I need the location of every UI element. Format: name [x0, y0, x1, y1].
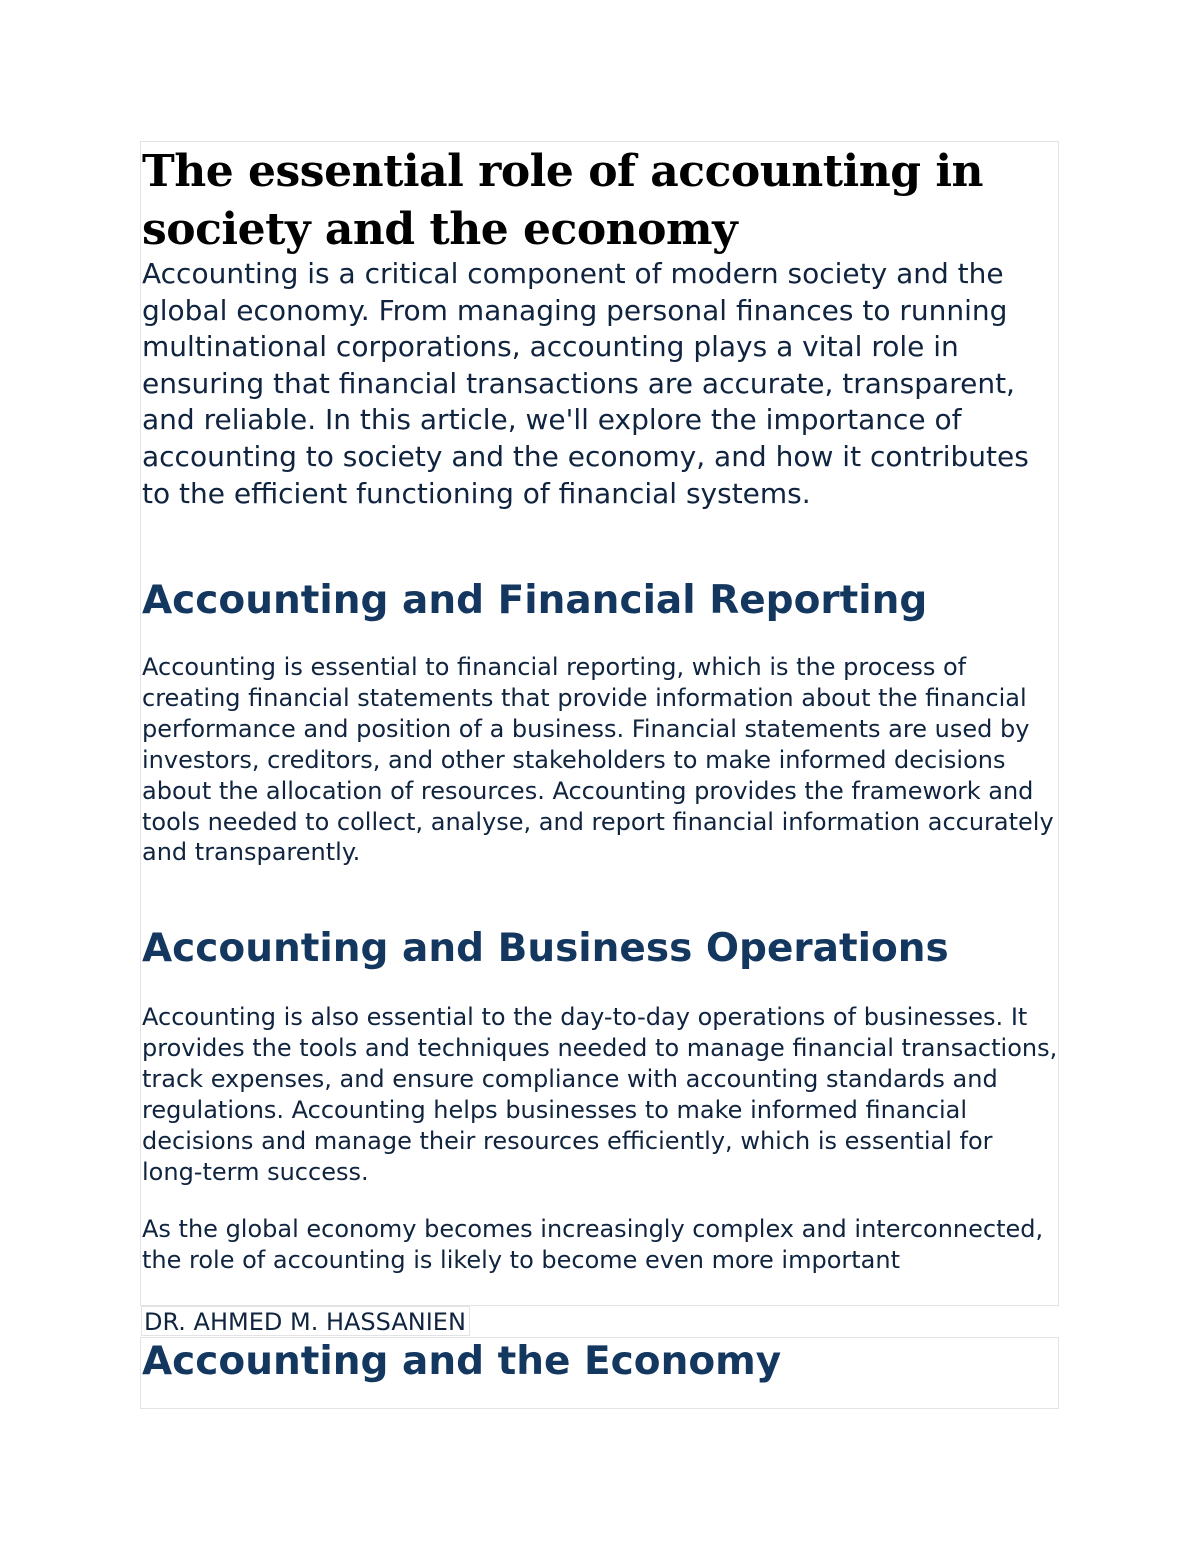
section-heading-business-operations: Accounting and Business Operations [142, 926, 949, 971]
intro-paragraph: Accounting is a critical component of modern society and the global economy. From managing personal finances to running multinational corporations, accounting plays a vital role in ensuring that financial transactions are accurate, transparent, and reliable. In this article, we'll explore the importance of accounting to society and the economy, and how it contributes to the efficient functioning of financial systems. [142, 257, 1029, 510]
section-heading-economy: Accounting and the Economy [142, 1339, 782, 1384]
financial-reporting-paragraph: Accounting is essential to financial reporting, which is the process of creating financial statements that provide information about the financial performance and position of a business. Financial statements are used by investors, creditors, and other stakeholders to make informed decisions about the allocation of resources. Accounting provides the framework and tools needed to collect, analyse, and report financial information accurately and transparently. [142, 653, 1054, 867]
business-operations-paragraph: Accounting is also essential to the day-to-day operations of businesses. It provides the tools and techniques needed to manage financial transactions, track expenses, and ensure compliance with accounting standards and regulations. Accounting helps businesses to make informed financial decisions and manage their resources efficiently, which is essential for long-term success. [142, 1003, 1058, 1186]
author-name: DR. AHMED M. HASSANIEN [141, 1306, 470, 1336]
document-title: The essential role of accounting in society and the economy [142, 146, 984, 255]
section-heading-financial-reporting: Accounting and Financial Reporting [142, 578, 928, 623]
closing-paragraph: As the global economy becomes increasingly complex and interconnected, the role of accounting is likely to become even more important [142, 1215, 1044, 1274]
